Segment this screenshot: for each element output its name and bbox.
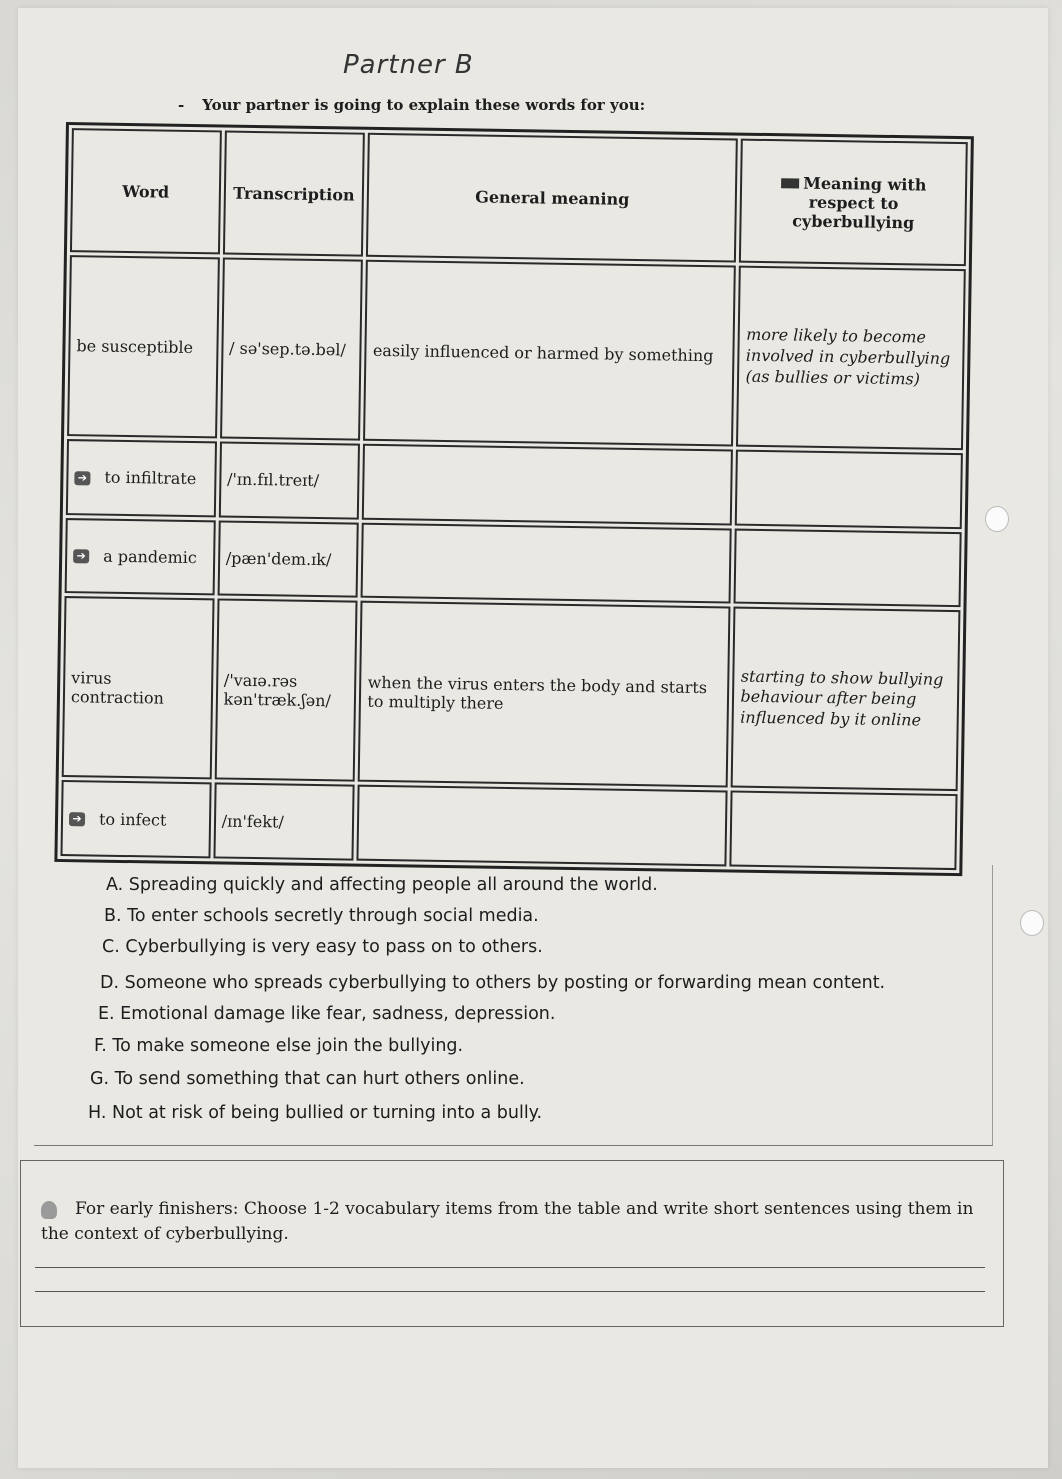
arrow-icon: ➔: [69, 812, 85, 826]
word-text: virus contraction: [70, 668, 165, 708]
instruction: [178, 96, 645, 114]
option-a: A. Spreading quickly and affecting people all around the world.: [106, 875, 658, 895]
table-row: [62, 596, 961, 791]
writing-line-2[interactable]: [35, 1291, 985, 1292]
writing-line-1[interactable]: [35, 1267, 985, 1268]
table-row: [60, 780, 957, 870]
square-icon: [781, 178, 799, 188]
header-word: Word: [70, 128, 222, 254]
cyber-meaning-cell: [734, 528, 962, 607]
table-row: [66, 439, 963, 529]
general-meaning-cell: [361, 522, 732, 603]
table-row: [67, 255, 966, 450]
early-finishers-box: [20, 1160, 1004, 1327]
word-cell: [60, 780, 211, 858]
word-text: a pandemic: [103, 546, 197, 568]
header-transcription: Transcription: [223, 130, 366, 256]
cyber-meaning-cell: more likely to become involved in cyberbullying (as bullies or victims): [736, 266, 965, 451]
table-row: [65, 518, 962, 608]
general-meaning-cell: [362, 444, 733, 525]
transcription-cell: /ɪn'fekt/: [213, 783, 355, 861]
cyber-meaning-cell: starting to show bullying behaviour after being influenced by it online: [731, 607, 960, 792]
word-cell: [66, 439, 217, 517]
option-c: C. Cyberbullying is very easy to pass on to others.: [102, 937, 543, 957]
option-d: D. Someone who spreads cyberbullying to others by posting or forwarding mean content.: [100, 973, 886, 993]
punch-hole: [985, 506, 1009, 532]
general-meaning-cell: when the virus enters the body and starts to multiply there: [358, 601, 731, 788]
word-text: be susceptible: [76, 336, 194, 358]
arrow-icon: ➔: [74, 471, 90, 485]
option-f: F. To make someone else join the bullying.: [94, 1036, 464, 1056]
word-text: to infect: [98, 809, 167, 830]
early-finishers-instruction: For early finishers: Choose 1-2 vocabulary items from the table and write short sentences using them in the context of cyberbullying.: [41, 1199, 974, 1244]
word-cell: [67, 255, 219, 439]
punch-hole: [1020, 910, 1044, 936]
transcription-cell: /pæn'dem.ɪk/: [217, 520, 359, 598]
option-e: E. Emotional damage like fear, sadness, depression.: [98, 1004, 556, 1024]
transcription-cell: /'vaɪə.rəs kən'træk.ʃən/: [214, 599, 358, 782]
instruction-text: Your partner is going to explain these words for you:: [202, 96, 646, 114]
header-cyber-meaning: [739, 139, 967, 267]
word-cell: [62, 596, 214, 780]
cyber-meaning-cell: [730, 791, 958, 870]
header-general-meaning: General meaning: [366, 133, 738, 263]
general-meaning-cell: [357, 785, 728, 866]
table-header-row: [70, 128, 968, 266]
word-cell: [65, 518, 216, 596]
option-b: B. To enter schools secretly through social media.: [104, 906, 539, 926]
instruction-dash: -: [178, 96, 185, 114]
vocabulary-table: [54, 122, 974, 876]
transcription-cell: /'ɪn.fɪl.treɪt/: [218, 442, 360, 520]
handwritten-label: Partner B: [343, 50, 474, 80]
arrow-icon: ➔: [73, 550, 89, 564]
transcription-cell: / sə'sep.tə.bəl/: [220, 257, 364, 440]
option-h: H. Not at risk of being bullied or turning into a bully.: [88, 1103, 543, 1123]
option-g: G. To send something that can hurt others online.: [90, 1069, 525, 1089]
early-finishers-text: [41, 1197, 981, 1247]
cyber-meaning-cell: [735, 450, 963, 529]
word-text: to infiltrate: [104, 468, 197, 489]
general-meaning-cell: easily influenced or harmed by something: [363, 260, 736, 447]
lightbulb-icon: [41, 1201, 57, 1219]
definition-options: [34, 865, 993, 1146]
header-cyber-meaning-text: Meaning with respect to cyberbullying: [792, 173, 927, 232]
